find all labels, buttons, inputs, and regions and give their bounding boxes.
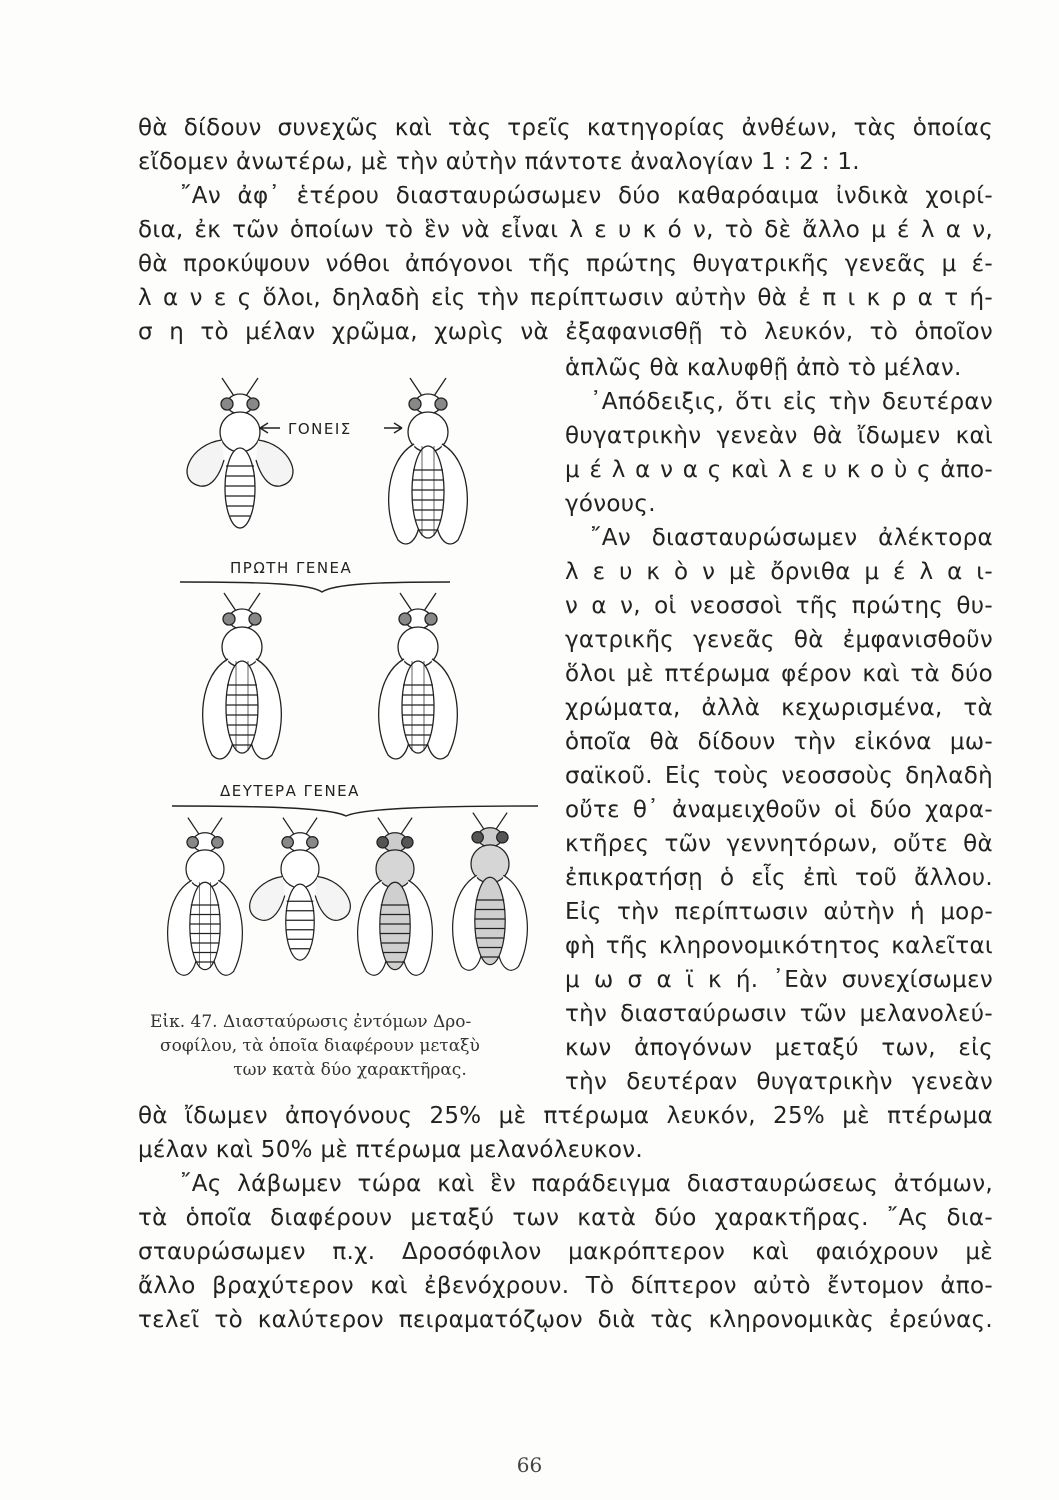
figure-caption [150, 1010, 550, 1082]
label-parents: ΓΟΝΕΙΣ [288, 420, 352, 438]
second-gen-fly-3 [358, 818, 433, 976]
text-line: γατρικῆς γενεᾶς θὰ ἐμφανισθοῦν [565, 627, 993, 653]
text-line: τὴν διασταύρωσιν τῶν μελανολεύ- [565, 1001, 993, 1027]
text-line: ᾿Απόδειξις, ὅτι εἰς τὴν δευτέραν [590, 389, 993, 415]
text-line: ῎Αν διασταυρώσωμεν ἀλέκτορα [590, 525, 993, 551]
caption-line: των κατὰ δύο χαρακτῆρας. [233, 1060, 467, 1080]
first-gen-fly-right [379, 593, 458, 759]
text-line: θὰ προκύψουν νόθοι ἀπόγονοι τῆς πρώτης θυγατρικῆς γενεᾶς μ έ- [138, 251, 993, 277]
text-line: ὁποῖα θὰ δίδουν τὴν εἰκόνα μω- [565, 729, 993, 755]
text-line: σ η τὸ μέλαν χρῶμα, χωρὶς νὰ ἐξαφανισθῇ τὸ λευκόν, τὸ ὁποῖον [138, 319, 993, 345]
label-second-generation: ΔΕΥΤΕΡΑ ΓΕΝΕΑ [220, 782, 360, 800]
text-line: ἐπικρατήσῃ ὁ εἷς ἐπὶ τοῦ ἄλλου. [565, 865, 993, 891]
parent-fly-short-wing [187, 378, 293, 528]
arrow-right-icon [384, 423, 402, 433]
text-line: λ ε υ κ ὸ ν μὲ ὄρνιθα μ έ λ α ι- [565, 559, 993, 585]
drosophila-cross-figure [150, 360, 545, 1000]
text-line: κων ἀπογόνων μεταξύ των, εἰς [565, 1035, 993, 1061]
text-line: δια, ἐκ τῶν ὁποίων τὸ ἓν νὰ εἶναι λ ε υ κ ό ν, τὸ δὲ ἄλλο μ έ λ α ν, [138, 217, 993, 243]
text-line: κτῆρες τῶν γεννητόρων, οὔτε θὰ [565, 831, 993, 857]
caption-line: σοφίλου, τὰ ὁποῖα διαφέρουν μεταξὺ [160, 1036, 480, 1056]
page-number: 66 [516, 1453, 543, 1477]
text-line: θυγατρικὴν γενεὰν θὰ ἴδωμεν καὶ [565, 423, 993, 449]
text-line: τελεῖ τὸ καλύτερον πειραματόζῳον διὰ τὰς κληρονομικὰς ἐρεύνας. [138, 1307, 993, 1333]
text-line: σταυρώσωμεν π.χ. Δροσόφιλον μακρόπτερον καὶ φαιόχρουν μὲ [138, 1239, 993, 1265]
text-line: ἁπλῶς θὰ καλυφθῇ ἀπὸ τὸ μέλαν. [565, 355, 962, 381]
text-line: Εἰς τὴν περίπτωσιν αὐτὴν ἡ μορ- [565, 899, 993, 925]
text-line: ὅλοι μὲ πτέρωμα φέρον καὶ τὰ δύο [565, 661, 993, 687]
text-line: ῎Ας λάβωμεν τώρα καὶ ἓν παράδειγμα διασταυρώσεως ἀτόμων, [180, 1171, 993, 1197]
text-line: εἴδομεν ἀνωτέρω, μὲ τὴν αὐτὴν πάντοτε ἀναλογίαν 1 : 2 : 1. [138, 149, 860, 175]
text-line: μέλαν καὶ 50% μὲ πτέρωμα μελανόλευκον. [138, 1137, 644, 1163]
bracket-first [180, 582, 450, 592]
label-first-generation: ΠΡΩΤΗ ΓΕΝΕΑ [230, 559, 353, 577]
parent-fly-long-wing [389, 378, 468, 544]
text-line: ἄλλο βραχύτερον καὶ ἐβενόχρουν. Τὸ δίπτερον αὐτὸ ἔντομον ἀπο- [138, 1273, 993, 1299]
text-line: λ α ν ε ς ὅλοι, δηλαδὴ εἰς τὴν περίπτωσιν αὐτὴν θὰ ἐ π ι κ ρ α τ ή- [138, 285, 993, 311]
text-line: τὴν δευτέραν θυγατρικὴν γενεὰν [565, 1069, 993, 1095]
text-line: σαϊκοῦ. Εἰς τοὺς νεοσσοὺς δηλαδὴ [565, 763, 993, 789]
first-gen-fly-left [203, 593, 282, 759]
text-line: χρώματα, ἀλλὰ κεχωρισμένα, τὰ [565, 695, 993, 721]
text-line: φὴ τῆς κληρονομικότητος καλεῖται [565, 933, 993, 959]
text-line: οὔτε θ᾽ ἀναμειχθοῦν οἱ δύο χαρα- [565, 797, 993, 823]
text-line: μ έ λ α ν α ς καὶ λ ε υ κ ο ὺ ς ἀπο- [565, 457, 993, 483]
arrow-left-icon [260, 423, 280, 433]
text-line: ῎Αν ἀφ᾽ ἑτέρου διασταυρώσωμεν δύο καθαρόαιμα ἰνδικὰ χοιρί- [180, 183, 993, 209]
text-line: γόνους. [565, 491, 656, 517]
text-line: θὰ δίδουν συνεχῶς καὶ τὰς τρεῖς κατηγορίας ἀνθέων, τὰς ὁποίας [138, 115, 993, 141]
text-line: τὰ ὁποῖα διαφέρουν μεταξύ των κατὰ δύο χαρακτῆρας. ῎Ας δια- [138, 1205, 993, 1231]
bracket-second [172, 806, 538, 816]
text-line: μ ω σ α ϊ κ ή. ᾿Εὰν συνεχίσωμεν [565, 967, 993, 993]
text-line: θὰ ἴδωμεν ἀπογόνους 25% μὲ πτέρωμα λευκόν, 25% μὲ πτέρωμα [138, 1103, 993, 1129]
second-gen-fly-1 [168, 818, 243, 976]
second-gen-fly-4 [453, 813, 528, 971]
text-line: ν α ν, οἱ νεοσσοὶ τῆς πρώτης θυ- [565, 593, 993, 619]
second-gen-fly-2 [250, 818, 351, 961]
caption-line: Εἰκ. 47. Διασταύρωσις ἐντόμων Δρο- [150, 1012, 472, 1032]
